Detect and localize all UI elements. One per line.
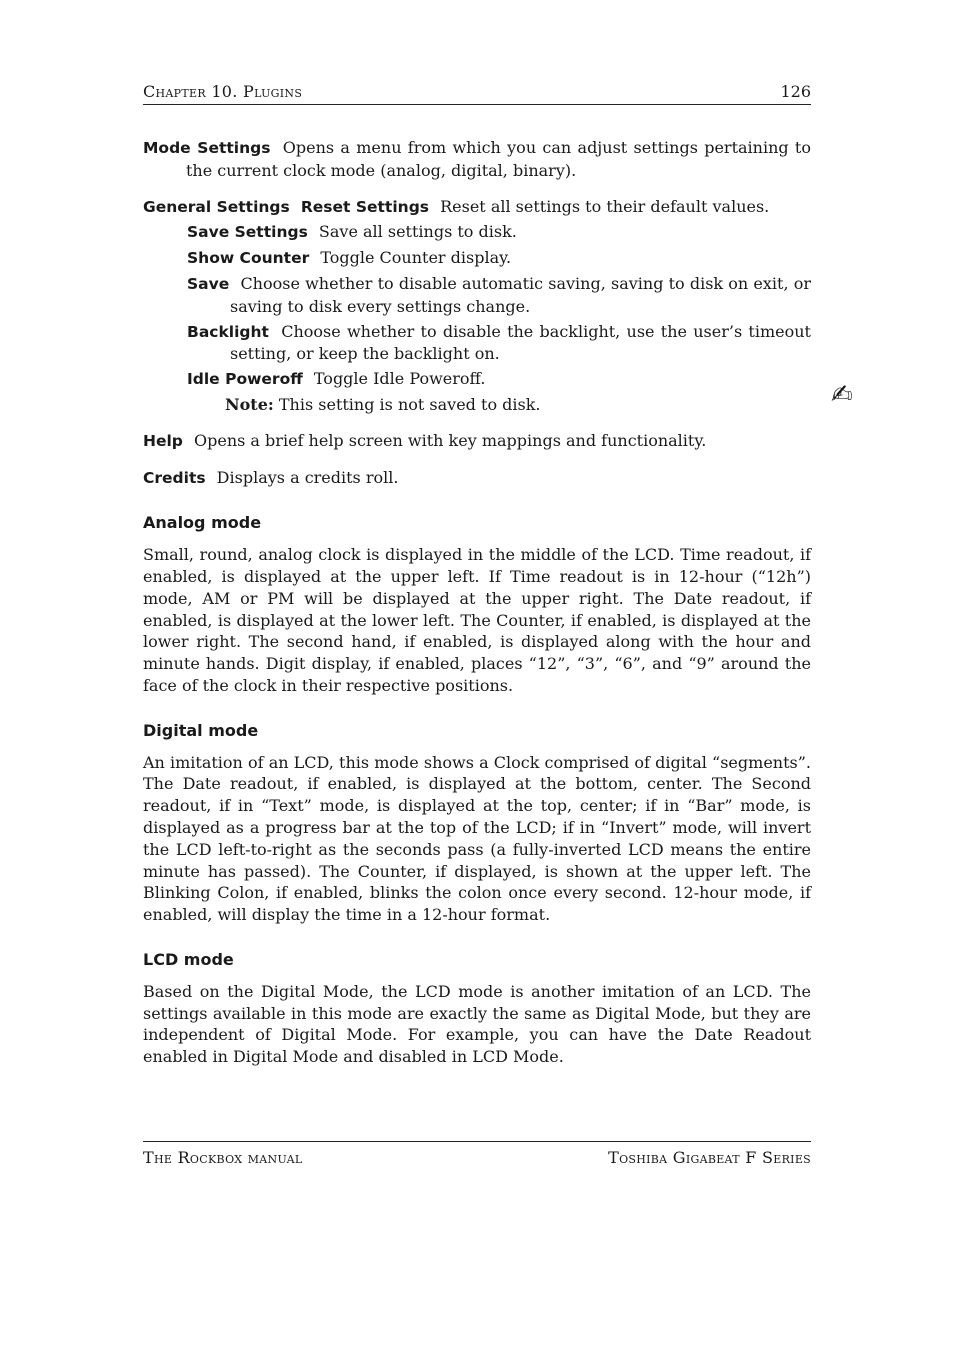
help-item [143, 430, 811, 453]
chapter-title: Chapter 10. Plugins [143, 82, 303, 101]
save-item [143, 273, 811, 318]
backlight-item [143, 321, 811, 366]
save-term: Save [187, 274, 230, 293]
show-counter-term: Show Counter [187, 249, 310, 268]
help-term: Help [143, 431, 183, 450]
digital-mode-heading: Digital mode [143, 720, 259, 740]
lcd-mode-text: Based on the Digital Mode, the LCD mode is another imitation of an LCD. The settings available in this mode are exactly the same as Digital Mode, but they are independent of Digital Mode. For example, you can have the Date Readout enabled in Digital Mode and disabled in LCD Mode. [143, 981, 811, 1067]
general-settings-term: General Settings [143, 197, 290, 216]
save-settings-item [143, 221, 811, 244]
save-desc: Choose whether to disable automatic saving, saving to disk on exit, or saving to disk every settings change. [230, 273, 812, 316]
note-text: This setting is not saved to disk. [278, 394, 541, 414]
analog-mode-text: Small, round, analog clock is displayed in the middle of the LCD. Time readout, if enabled, is displayed at the upper left. If Time readout is in 12-hour (“12h”) mode, AM or PM will be displayed at the upper right. The Date readout, if enabled, is displayed at the lower left. The Counter, if enabled, is displayed at the lower right. The second hand, if enabled, is displayed along with the hour and minute hands. Digit display, if enabled, places “12”, “3”, “6”, and “9” around the face of the clock in their respective positions. [143, 545, 811, 695]
footer-device-name: Toshiba Gigabeat F Series [608, 1148, 811, 1167]
analog-mode-heading: Analog mode [143, 513, 262, 533]
digital-mode-text: An imitation of an LCD, this mode shows a Clock comprised of digital “segments”. The Date readout, if enabled, is displayed at the bottom, center. The Second readout, if in “Text” mode, is displayed at the top, center; if in “Bar” mode, is displayed as a progress bar at the top of the LCD; if in “Invert” mode, will invert the LCD left-to-right as the seconds pass (a fully-inverted LCD means the entire minute has passed). The Counter, if displayed, is shown at the upper left. The Blinking Colon, if enabled, blinks the colon once every second. 12-hour mode, if enabled, will display the time in a 12-hour format. [143, 752, 811, 925]
footer-manual-title: The Rockbox manual [143, 1148, 303, 1167]
page-footer [143, 1141, 811, 1167]
save-settings-desc: Save all settings to disk. [318, 222, 517, 242]
page-content [143, 137, 853, 1068]
lcd-mode-heading: LCD mode [143, 949, 234, 969]
show-counter-desc: Toggle Counter display. [320, 248, 512, 268]
reset-settings-term: Reset Settings [300, 197, 430, 216]
help-desc: Opens a brief help screen with key mappings and functionality. [194, 430, 707, 450]
mode-settings-item [143, 137, 811, 182]
reset-settings-desc: Reset all settings to their default values. [440, 196, 770, 216]
save-settings-term: Save Settings [187, 223, 308, 242]
idle-poweroff-desc: Toggle Idle Poweroff. [313, 369, 486, 389]
general-settings-line [143, 196, 811, 219]
backlight-term: Backlight [187, 322, 269, 341]
credits-term: Credits [143, 468, 206, 487]
page-number: 126 [780, 82, 811, 101]
show-counter-item [143, 247, 811, 270]
note-label: Note: [225, 394, 274, 414]
page-header [143, 82, 811, 105]
backlight-desc: Choose whether to disable the backlight, use the user’s timeout setting, or keep the backlight on. [230, 321, 811, 364]
credits-desc: Displays a credits roll. [216, 467, 399, 487]
general-settings-item [143, 196, 853, 416]
mode-settings-desc: Opens a menu from which you can adjust settings pertaining to the current clock mode (analog, digital, binary). [186, 138, 811, 180]
writing-hand-icon: ✍ [831, 379, 853, 410]
mode-settings-term: Mode Settings [143, 139, 271, 157]
idle-poweroff-term: Idle Poweroff [187, 370, 303, 389]
credits-item [143, 467, 811, 490]
idle-poweroff-item [143, 368, 811, 391]
